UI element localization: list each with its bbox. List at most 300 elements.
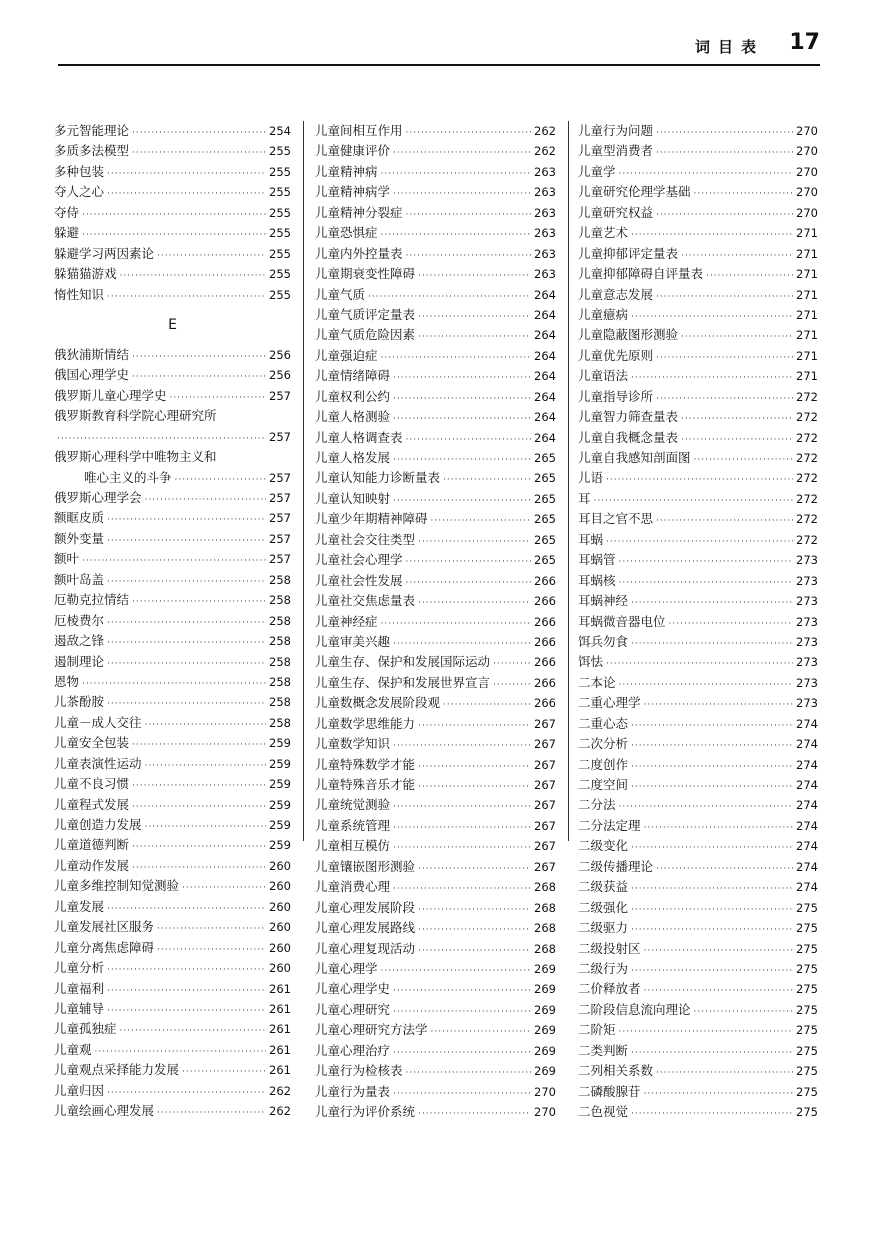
leader-dots xyxy=(157,940,266,960)
entry-term: 二列相关系数 xyxy=(578,1063,654,1079)
entry-page-number: 257 xyxy=(269,531,291,546)
leader-dots xyxy=(418,1104,531,1124)
leader-dots xyxy=(132,797,266,817)
entry-term: 儿童认知能力诊断量表 xyxy=(315,470,441,486)
index-entry xyxy=(578,448,818,468)
leader-dots xyxy=(393,184,531,204)
leader-dots xyxy=(694,450,794,470)
leader-dots xyxy=(82,205,266,225)
entry-page-number: 259 xyxy=(269,777,291,792)
leader-dots xyxy=(418,593,531,613)
index-entry xyxy=(578,714,818,734)
entry-term: 遏敌之锋 xyxy=(54,633,105,649)
entry-page-number: 274 xyxy=(796,757,818,772)
entry-term: 惰性知识 xyxy=(54,286,105,302)
entry-term: 儿童行为评价系统 xyxy=(315,1104,416,1119)
entry-term: 儿童行为问题 xyxy=(578,123,654,138)
leader-dots xyxy=(107,981,266,1001)
entry-term: 儿童精神分裂症 xyxy=(315,204,403,220)
entry-term: 二重心理学 xyxy=(578,695,641,711)
leader-dots xyxy=(631,307,793,327)
column-divider xyxy=(568,121,569,841)
entry-page-number: 263 xyxy=(534,246,556,261)
entry-term: 二级投射区 xyxy=(578,940,641,956)
index-entry xyxy=(54,938,291,958)
index-entry xyxy=(54,570,291,590)
entry-term: 二色视觉 xyxy=(578,1104,629,1119)
index-entry xyxy=(315,939,556,959)
leader-dots xyxy=(82,551,266,571)
leader-dots xyxy=(418,532,531,552)
leader-dots xyxy=(132,858,266,878)
entry-page-number: 255 xyxy=(269,287,291,302)
index-entry xyxy=(578,366,818,386)
entry-term: 儿童智力筛查量表 xyxy=(578,409,679,425)
entry-page-number: 259 xyxy=(269,756,291,771)
leader-dots xyxy=(619,164,794,184)
entry-page-number: 272 xyxy=(796,512,818,527)
leader-dots xyxy=(107,164,266,184)
entry-term: 儿童情绪障碍 xyxy=(315,368,391,384)
entry-page-number: 259 xyxy=(269,797,291,812)
entry-page-number: 263 xyxy=(534,185,556,200)
entry-page-number: 268 xyxy=(534,921,556,936)
index-entry xyxy=(315,734,556,754)
leader-dots xyxy=(157,919,266,939)
entry-page-number: 271 xyxy=(796,348,818,363)
index-entry xyxy=(54,285,291,305)
entry-page-number: 263 xyxy=(534,226,556,241)
index-entry xyxy=(315,550,556,570)
index-entry xyxy=(54,386,291,406)
entry-page-number: 272 xyxy=(796,389,818,404)
entry-page-number: 255 xyxy=(269,205,291,220)
leader-dots xyxy=(656,389,793,409)
entry-term: 儿童抑郁障碍自评量表 xyxy=(578,266,704,282)
leader-dots xyxy=(381,614,532,634)
leader-dots xyxy=(656,205,793,225)
entry-term: 夺侍 xyxy=(54,204,80,220)
entry-page-number: 273 xyxy=(796,594,818,609)
index-entry xyxy=(54,897,291,917)
leader-dots xyxy=(594,491,794,511)
leader-dots xyxy=(619,797,794,817)
entry-page-number: 266 xyxy=(534,696,556,711)
entry-term: 夺人之心 xyxy=(54,184,105,200)
index-entry xyxy=(578,816,818,836)
entry-page-number: 275 xyxy=(796,982,818,997)
entry-term: 饵兵勿食 xyxy=(578,633,629,649)
leader-dots xyxy=(381,225,532,245)
entry-page-number: 264 xyxy=(534,287,556,302)
index-entry xyxy=(54,917,291,937)
entry-term: 儿童自我概念量表 xyxy=(578,429,679,445)
entry-page-number: 274 xyxy=(796,716,818,731)
leader-dots xyxy=(644,941,794,961)
index-entry xyxy=(578,285,818,305)
entry-term: 儿童数学思维能力 xyxy=(315,715,416,731)
index-entry xyxy=(578,550,818,570)
index-entry xyxy=(54,203,291,223)
entry-term: 儿童表演性运动 xyxy=(54,755,142,771)
leader-dots xyxy=(381,348,532,368)
entry-page-number: 271 xyxy=(796,246,818,261)
entry-page-number: 265 xyxy=(534,491,556,506)
leader-dots xyxy=(107,694,266,714)
entry-term: 耳蜗管 xyxy=(578,552,616,568)
index-entry xyxy=(315,1041,556,1061)
index-entry xyxy=(315,673,556,693)
leader-dots xyxy=(406,205,532,225)
entry-page-number: 258 xyxy=(269,593,291,608)
leader-dots xyxy=(619,552,794,572)
index-entry xyxy=(54,427,291,447)
entry-page-number: 261 xyxy=(269,1001,291,1016)
leader-dots xyxy=(631,900,793,920)
entry-term: 恩物 xyxy=(54,673,80,689)
leader-dots xyxy=(406,1063,532,1083)
entry-page-number: 256 xyxy=(269,368,291,383)
entry-term: 二分法定理 xyxy=(578,817,641,833)
index-entry xyxy=(578,959,818,979)
index-entry xyxy=(315,428,556,448)
index-entry xyxy=(578,1061,818,1081)
leader-dots xyxy=(406,123,532,143)
entry-page-number: 274 xyxy=(796,880,818,895)
index-entry xyxy=(54,1060,291,1080)
leader-dots xyxy=(644,695,794,715)
leader-dots xyxy=(706,266,793,286)
entry-term: 儿童艺术 xyxy=(578,225,629,241)
leader-dots xyxy=(107,960,266,980)
index-entry xyxy=(315,877,556,897)
index-entry xyxy=(54,958,291,978)
entry-term: 儿童心理复现活动 xyxy=(315,940,416,956)
index-entry xyxy=(315,775,556,795)
index-entry xyxy=(315,305,556,325)
entry-term: 儿童生存、保护和发展国际运动 xyxy=(315,654,491,670)
index-entry xyxy=(578,795,818,815)
leader-dots xyxy=(393,838,531,858)
entry-term: 儿童健康评价 xyxy=(315,143,391,159)
leader-dots xyxy=(393,981,531,1001)
index-entry xyxy=(315,795,556,815)
entry-page-number: 257 xyxy=(269,388,291,403)
leader-dots xyxy=(182,1062,266,1082)
leader-dots xyxy=(107,287,266,307)
entry-term: 二本论 xyxy=(578,674,616,690)
leader-dots xyxy=(107,613,266,633)
index-entry xyxy=(54,468,291,488)
entry-page-number: 273 xyxy=(796,655,818,670)
leader-dots xyxy=(631,920,793,940)
index-entry xyxy=(578,775,818,795)
index-entry xyxy=(54,856,291,876)
entry-page-number: 269 xyxy=(534,1064,556,1079)
entry-term: 儿童心理研究 xyxy=(315,1001,391,1017)
leader-dots xyxy=(145,715,267,735)
entry-page-number: 273 xyxy=(796,675,818,690)
entry-term: 俄罗斯教育科学院心理研究所 xyxy=(54,408,217,424)
index-entry xyxy=(54,549,291,569)
leader-dots xyxy=(493,675,531,695)
entry-page-number: 269 xyxy=(534,1002,556,1017)
entry-page-number: 264 xyxy=(534,369,556,384)
leader-dots xyxy=(656,123,793,143)
leader-dots xyxy=(132,347,266,367)
index-entry xyxy=(578,325,818,345)
entry-term: 二重心态 xyxy=(578,715,629,731)
index-entry xyxy=(578,693,818,713)
entry-page-number: 267 xyxy=(534,757,556,772)
leader-dots xyxy=(393,1043,531,1063)
leader-dots xyxy=(182,878,266,898)
entry-term: 儿童数学知识 xyxy=(315,736,391,752)
leader-dots xyxy=(656,859,793,879)
entry-term: 儿童人格测验 xyxy=(315,409,391,425)
entry-page-number: 262 xyxy=(269,1083,291,1098)
leader-dots xyxy=(418,777,531,797)
entry-page-number: 265 xyxy=(534,451,556,465)
leader-dots xyxy=(132,123,266,143)
entry-term: 二度空间 xyxy=(578,777,629,792)
index-entry xyxy=(578,918,818,938)
leader-dots xyxy=(493,654,531,674)
leader-dots xyxy=(393,389,531,409)
index-entry xyxy=(578,1020,818,1040)
entry-term: 遏制理论 xyxy=(54,653,105,669)
index-entry xyxy=(54,365,291,385)
leader-dots xyxy=(107,572,266,592)
entry-page-number: 260 xyxy=(269,879,291,894)
entry-page-number: 264 xyxy=(534,348,556,363)
entry-term: 厄棱费尔 xyxy=(54,612,105,628)
entry-page-number: 260 xyxy=(269,899,291,914)
entry-term: 儿童分离焦虑障碍 xyxy=(54,939,155,955)
index-entry xyxy=(315,346,556,366)
leader-dots xyxy=(681,327,793,347)
index-entry xyxy=(315,530,556,550)
entry-page-number: 265 xyxy=(534,532,556,547)
entry-term: 饵怯 xyxy=(578,654,604,670)
entry-term: 耳 xyxy=(578,490,591,506)
entry-page-number: 272 xyxy=(796,532,818,547)
index-entry xyxy=(54,672,291,692)
entry-page-number: 275 xyxy=(796,1084,818,1099)
entry-page-number: 255 xyxy=(269,267,291,282)
leader-dots xyxy=(406,246,532,266)
entry-page-number: 274 xyxy=(796,737,818,752)
leader-dots xyxy=(393,409,531,429)
entry-page-number: 270 xyxy=(534,1105,556,1119)
entry-term: 儿童孤独症 xyxy=(54,1021,117,1037)
entry-page-number: 259 xyxy=(269,818,291,832)
entry-page-number: 264 xyxy=(534,410,556,425)
column-divider xyxy=(303,121,304,841)
entry-page-number: 274 xyxy=(796,778,818,792)
entry-term: 儿童癔病 xyxy=(578,306,629,322)
entry-term: 儿童发展 xyxy=(54,898,105,914)
index-entry xyxy=(578,530,818,550)
entry-page-number: 275 xyxy=(796,1023,818,1038)
entry-page-number: 254 xyxy=(269,124,291,138)
entry-term: 耳目之官不思 xyxy=(578,511,654,527)
index-entry xyxy=(315,182,556,202)
leader-dots xyxy=(681,409,793,429)
page-header xyxy=(58,30,820,66)
entry-page-number: 264 xyxy=(534,328,556,343)
leader-dots xyxy=(694,1002,794,1022)
entry-term: 二价释放者 xyxy=(578,981,641,997)
entry-page-number: 261 xyxy=(269,1063,291,1078)
leader-dots xyxy=(631,593,793,613)
leader-dots xyxy=(443,470,531,490)
entry-page-number: 266 xyxy=(534,614,556,629)
index-entry xyxy=(54,406,291,426)
leader-dots xyxy=(656,348,793,368)
entry-term: 儿童特殊数学才能 xyxy=(315,756,416,772)
index-entry xyxy=(54,611,291,631)
entry-term: 儿童少年期精神障碍 xyxy=(315,511,428,527)
entry-term: 儿童镶嵌图形测验 xyxy=(315,858,416,874)
index-entry xyxy=(578,877,818,897)
entry-term: 二度创作 xyxy=(578,756,629,772)
entry-page-number: 271 xyxy=(796,307,818,322)
entry-page-number: 263 xyxy=(534,205,556,220)
entry-page-number: 265 xyxy=(534,553,556,568)
index-entry xyxy=(578,571,818,591)
entry-term: 耳蜗核 xyxy=(578,572,616,588)
index-entry xyxy=(578,612,818,632)
index-entry xyxy=(315,244,556,264)
entry-page-number: 258 xyxy=(269,572,291,587)
entry-page-number: 271 xyxy=(796,287,818,302)
entry-term: 儿童气质评定量表 xyxy=(315,306,416,322)
entry-page-number: 274 xyxy=(796,798,818,813)
leader-dots xyxy=(418,859,531,879)
entry-page-number: 256 xyxy=(269,347,291,362)
leader-dots xyxy=(418,716,531,736)
entry-page-number: 272 xyxy=(796,451,818,465)
entry-page-number: 262 xyxy=(269,1104,291,1119)
entry-page-number: 264 xyxy=(534,389,556,404)
entry-term: 儿童不良习惯 xyxy=(54,776,130,792)
leader-dots xyxy=(107,510,266,530)
entry-term: 儿童强迫症 xyxy=(315,347,378,363)
index-entry xyxy=(54,1081,291,1101)
index-entry xyxy=(315,816,556,836)
index-entry xyxy=(315,693,556,713)
entry-page-number: 275 xyxy=(796,921,818,936)
index-entry xyxy=(578,632,818,652)
entry-term: 二级驱力 xyxy=(578,920,629,936)
entry-page-number: 273 xyxy=(796,553,818,568)
leader-dots xyxy=(631,1104,793,1124)
entry-term: 儿童特殊音乐才能 xyxy=(315,777,416,792)
leader-dots xyxy=(170,388,267,408)
entry-term: 儿童安全包装 xyxy=(54,735,130,751)
index-entry xyxy=(315,509,556,529)
leader-dots xyxy=(431,1022,532,1042)
entry-page-number: 269 xyxy=(534,961,556,976)
leader-dots xyxy=(694,184,794,204)
index-entry xyxy=(578,141,818,161)
entry-term: 儿童间相互作用 xyxy=(315,123,403,138)
entry-page-number: 255 xyxy=(269,164,291,179)
entry-term: 儿童数概念发展阶段观 xyxy=(315,695,441,711)
entry-term: 俄国心理学史 xyxy=(54,367,130,383)
entry-term: 儿童精神病 xyxy=(315,163,378,179)
index-entry xyxy=(54,692,291,712)
index-column-3 xyxy=(578,121,818,1122)
index-entry xyxy=(54,979,291,999)
leader-dots xyxy=(631,716,793,736)
entry-term: 儿童优先原则 xyxy=(578,347,654,363)
leader-dots xyxy=(132,776,266,796)
index-entry xyxy=(54,508,291,528)
leader-dots xyxy=(681,246,793,266)
entry-term: 儿童社交焦虑量表 xyxy=(315,593,416,609)
index-column-1 xyxy=(54,121,291,1122)
leader-dots xyxy=(606,532,793,552)
leader-dots xyxy=(82,225,266,245)
leader-dots xyxy=(393,1084,531,1104)
entry-term: 躲避学习两因素论 xyxy=(54,245,155,261)
leader-dots xyxy=(406,573,532,593)
leader-dots xyxy=(606,470,793,490)
entry-page-number: 269 xyxy=(534,982,556,997)
entry-term: 儿童统觉测验 xyxy=(315,797,391,813)
leader-dots xyxy=(157,246,266,266)
entry-page-number: 266 xyxy=(534,634,556,649)
entry-term: 儿童语法 xyxy=(578,368,629,384)
leader-dots xyxy=(418,920,531,940)
leader-dots xyxy=(619,573,794,593)
entry-term: 儿童观点采择能力发展 xyxy=(54,1062,180,1078)
entry-term: 二级获益 xyxy=(578,879,629,895)
entry-page-number: 267 xyxy=(534,859,556,874)
entry-page-number: 270 xyxy=(534,1084,556,1099)
entry-page-number: 273 xyxy=(796,696,818,711)
page-number: 17 xyxy=(789,30,820,55)
entry-term: 二级强化 xyxy=(578,899,629,915)
entry-term: 躲避 xyxy=(54,225,80,241)
entry-term: 儿童程式发展 xyxy=(54,796,130,812)
entry-page-number: 260 xyxy=(269,858,291,873)
entry-page-number: 260 xyxy=(269,961,291,976)
entry-term: 儿童研究伦理学基础 xyxy=(578,184,691,200)
entry-term: 儿童绘画心理发展 xyxy=(54,1103,155,1119)
index-entry xyxy=(315,223,556,243)
entry-page-number: 258 xyxy=(269,634,291,649)
entry-term: 儿童观 xyxy=(54,1041,92,1057)
index-entry xyxy=(315,571,556,591)
leader-dots xyxy=(132,735,266,755)
entry-page-number: 275 xyxy=(796,1002,818,1017)
entry-term: 耳蜗微音器电位 xyxy=(578,613,666,629)
index-entry xyxy=(315,1102,556,1122)
entry-page-number: 257 xyxy=(269,511,291,526)
index-entry xyxy=(54,1040,291,1060)
entry-page-number: 275 xyxy=(796,961,818,976)
entry-page-number: 270 xyxy=(796,205,818,220)
index-entry xyxy=(315,162,556,182)
index-entry xyxy=(578,939,818,959)
index-entry xyxy=(54,774,291,794)
entry-term: 耳蜗 xyxy=(578,531,604,547)
index-entry xyxy=(578,264,818,284)
leader-dots xyxy=(145,490,267,510)
